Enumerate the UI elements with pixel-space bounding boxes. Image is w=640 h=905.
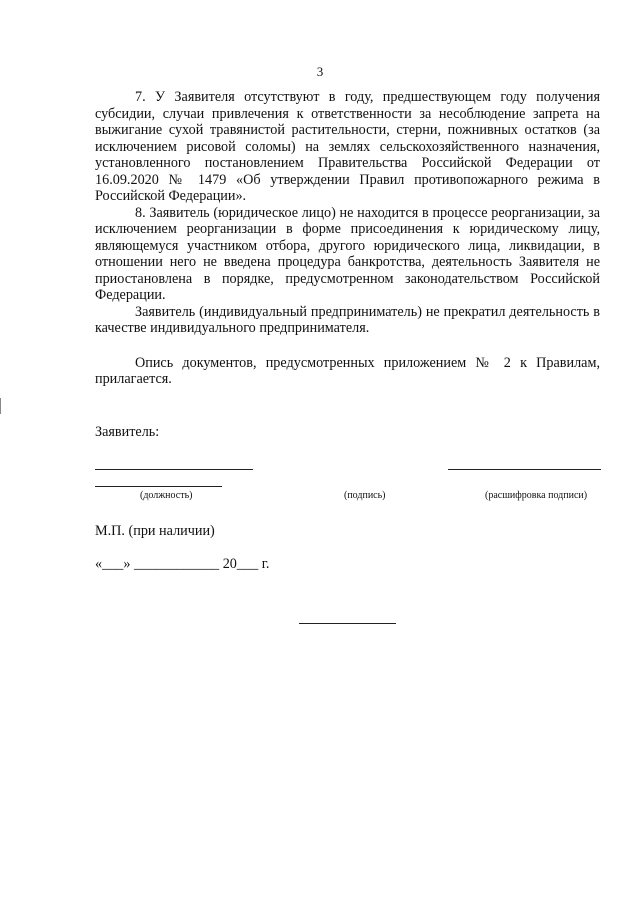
stamp-label: М.П. (при наличии) (95, 523, 215, 539)
end-rule (299, 623, 396, 624)
page-number: 3 (316, 64, 324, 79)
decoding-caption: (расшифровка подписи) (485, 490, 588, 501)
signature-caption: (подпись) (344, 490, 386, 501)
position-caption: (должность) (140, 490, 193, 501)
date-line: «___» ____________ 20___ г. (95, 556, 270, 572)
position-line-short (95, 486, 222, 487)
applicant-label: Заявитель: (95, 424, 160, 440)
paragraph-7: 7. У Заявителя отсутствуют в году, предшествующем году получения субсидии, случаи привлечения к ответственности за несоблюдение запрета на выжигание сухой травянистой растительности, стерни, пожнивных остатков (за исключением рисовой соломы) на землях сельскохозяйственного назначения, установленного постановлением Правительства Российской Федерации от 16.09.2020 № 1479 «Об утверждении Правил противопожарного режима в Российской Федерации». (95, 89, 600, 204)
paragraph-8: 8. Заявитель (юридическое лицо) не находится в процессе реорганизации, за исключением реорганизации в форме присоединения к юридическому лицу, являющемуся участником отбора, другого юридического лица, ликвидации, в отношении него не введена процедура банкротства, деятельность Заявителя не приостановлена в порядке, предусмотренном законодательством Российской Федерации. (95, 204, 600, 303)
paragraph-inventory: Опись документов, предусмотренных приложением № 2 к Правилам, прилагается. (95, 354, 600, 387)
position-line (95, 469, 253, 470)
decoding-line (448, 469, 601, 470)
spacer (95, 337, 600, 355)
document-body (95, 89, 600, 388)
binding-mark (0, 398, 3, 414)
paragraph-entrepreneur: Заявитель (индивидуальный предприниматель) не прекратил деятельность в качестве индивидуального предпринимателя. (95, 303, 600, 336)
